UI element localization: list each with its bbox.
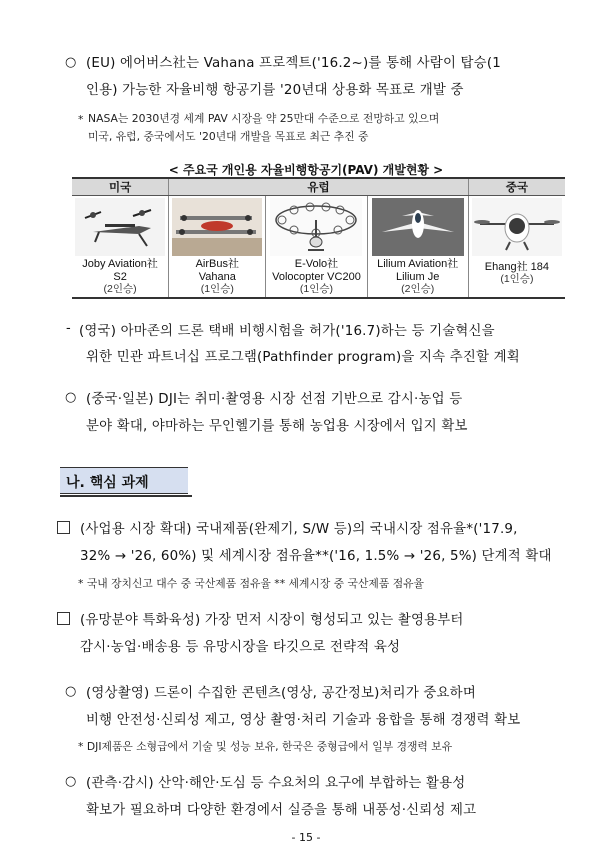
aircraft-name: Joby Aviation社 <box>82 258 158 270</box>
page-number: - 15 - <box>291 831 321 844</box>
section-heading <box>60 467 188 494</box>
aircraft-cell-airbus <box>169 196 266 299</box>
section-title: 나. 핵심 과제 <box>66 475 149 491</box>
header-usa: 미국 <box>72 178 169 196</box>
aircraft-seats: (1인승) <box>299 283 334 295</box>
circle-bullet: ○ <box>65 390 77 405</box>
aircraft-seats: (1인승) <box>500 273 534 285</box>
aircraft-model: Lilium Je <box>395 271 440 283</box>
aircraft-seats: (1인승) <box>200 283 234 295</box>
para1-line1: (EU) 에어버스社는 Vahana 프로젝트('16.2~)를 통해 사람이 탑승(1 <box>86 56 501 71</box>
sub2-line2: 확보가 필요하며 다양한 환경에서 실증을 통해 내풍성·신뢰성 제고 <box>86 803 477 818</box>
aircraft-model: Vahana <box>198 271 236 283</box>
aircraft-cell-lilium <box>367 196 468 299</box>
circle-bullet: ○ <box>65 774 77 789</box>
header-china: 중국 <box>468 178 565 196</box>
aircraft-model: S2 <box>113 271 127 283</box>
aircraft-name: Ehang社 184 <box>484 261 549 273</box>
para3-line2: 분야 확대, 야마하는 무인헬기를 통해 농업용 시장에서 입지 확보 <box>86 419 468 434</box>
aircraft-cell-joby <box>72 196 169 299</box>
tandem-wing-aircraft-image <box>171 197 263 257</box>
aircraft-name: Lilium Aviation社 <box>377 258 459 270</box>
section-underline <box>60 495 192 497</box>
aircraft-name: AirBus社 <box>195 258 239 270</box>
circle-bullet: ○ <box>65 684 77 699</box>
table-caption: < 주요국 개인용 자율비행항공기(PAV) 개발현황 > <box>168 163 444 177</box>
square-bullet-icon <box>57 612 70 625</box>
multicopter-image <box>268 197 364 257</box>
circle-bullet: ○ <box>65 55 77 70</box>
item1-line2: 32% → '26, 60%) 및 세계시장 점유율**('16, 1.5% → '26, 5%) 단계적 확대 <box>80 549 552 564</box>
note1-line2: 미국, 유럽, 중국에서도 '20년대 개발을 목표로 최근 추진 중 <box>88 130 369 143</box>
note1-line1: NASA는 2030년경 세계 PAV 시장을 약 25만대 수준으로 전망하고 있으며 <box>88 112 440 125</box>
aircraft-cell-ehang <box>468 196 565 299</box>
para2-line2: 위한 민관 파트너십 프로그램(Pathfinder program)을 지속 추진할 계획 <box>86 350 520 365</box>
para2-line1: (영국) 아마존의 드론 택배 비행시험을 허가('16.7)하는 등 기술혁신을 <box>79 324 495 339</box>
item2-line1: (유망분야 특화육성) 가장 먼저 시장이 형성되고 있는 촬영용부터 <box>80 613 464 628</box>
aircraft-model: Volocopter VC200 <box>272 271 361 283</box>
aircraft-cell-evolo <box>266 196 367 299</box>
note1-mark: * <box>78 113 84 126</box>
para1-line2: 인용) 가능한 자율비행 항공기를 '20년대 상용화 목표로 개발 중 <box>86 83 464 98</box>
header-europe: 유럽 <box>169 178 469 196</box>
aircraft-seats: (2인승) <box>401 283 435 295</box>
para3-line1: (중국·일본) DJI는 취미·촬영용 시장 선점 기반으로 감시·농업 등 <box>86 392 463 407</box>
item2-line2: 감시·농업·배송용 등 유망시장을 타깃으로 전략적 육성 <box>80 640 401 655</box>
drone-pod-image <box>471 197 563 257</box>
item1-note: * 국내 장치신고 대수 중 국산제품 점유율 ** 세계시장 중 국산제품 점유율 <box>78 577 424 590</box>
sub1-note: * DJI제품은 소형급에서 기술 및 성능 보유, 한국은 중형급에서 일부 경쟁력 보유 <box>78 740 453 753</box>
sub1-line2: 비행 안전성·신뢰성 제고, 영상 촬영·처리 기술과 융합을 통해 경쟁력 확보 <box>86 713 521 728</box>
tilt-rotor-aircraft-image <box>74 197 166 257</box>
jet-aircraft-image <box>370 197 466 257</box>
sub1-line1: (영상촬영) 드론이 수집한 콘텐츠(영상, 공간정보)처리가 중요하며 <box>86 686 476 701</box>
item1-line1: (사업용 시장 확대) 국내제품(완제기, S/W 등)의 국내시장 점유율*('17.9, <box>80 522 518 537</box>
sub2-line1: (관측·감시) 산악·해안·도심 등 수요처의 요구에 부합하는 활용성 <box>86 776 466 791</box>
aircraft-seats: (2인승) <box>103 283 137 295</box>
dash-bullet: - <box>66 321 71 336</box>
aircraft-name: E-Volo社 <box>294 258 339 270</box>
pav-table <box>72 177 565 299</box>
square-bullet-icon <box>57 521 70 534</box>
